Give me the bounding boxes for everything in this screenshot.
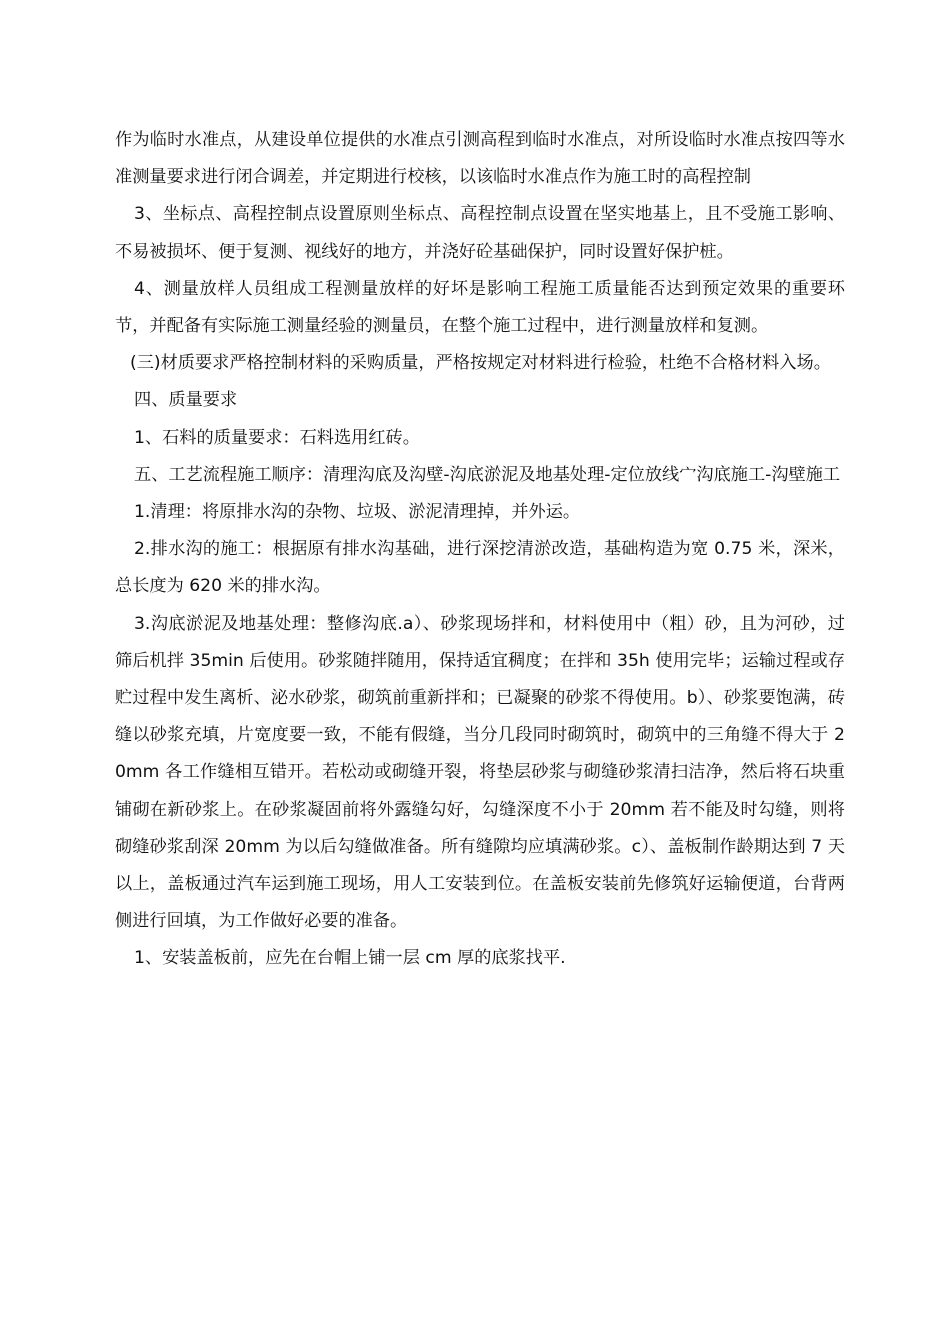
paragraph-survey-staff: 4、测量放样人员组成工程测量放样的好坏是影响工程施工质量能否达到预定效果的重要环节，并配备有实际施工测量经验的测量员，在整个施工过程中，进行测量放样和复测。 xyxy=(115,278,845,337)
paragraph-stone-quality: 1、石料的质量要求：石料选用红砖。 xyxy=(134,427,420,448)
paragraph-process-sequence: 五、工艺流程施工顺序：清理沟底及沟壁-沟底淤泥及地基处理-定位放线宀沟底施工-沟壁施工 xyxy=(134,464,841,485)
heading-quality-requirements: 四、质量要求 xyxy=(134,390,238,411)
paragraph-control-point-principle: 3、坐标点、高程控制点设置原则坐标点、高程控制点设置在坚实地基上，且不受施工影响、不易被损坏、便于复测、视线好的地方，并浇好砼基础保护，同时设置好保护桩。 xyxy=(115,204,845,262)
paragraph-cleanup: 1.清理：将原排水沟的杂物、垃圾、淤泥清理掉，并外运。 xyxy=(134,502,581,523)
paragraph-material-requirements: (三)材质要求严格控制材料的采购质量，严格按规定对材料进行检验，杜绝不合格材料入场。 xyxy=(130,353,831,374)
paragraph-drain-construction: 2.排水沟的施工：根据原有排水沟基础，进行深挖清淤改造，基础构造为宽 0.75 米，深米，总长度为 620 米的排水沟。 xyxy=(115,539,845,597)
paragraph-temporary-benchmark: 作为临时水准点，从建设单位提供的水准点引测高程到临时水准点，对所设临时水准点按四等水准测量要求进行闭合调差，并定期进行校核，以该临时水准点作为施工时的高程控制 xyxy=(115,130,845,188)
paragraph-foundation-treatment: 3.沟底淤泥及地基处理：整修沟底.a）、砂浆现场拌和，材料使用中（粗）砂，且为河砂，过筛后机拌 35min 后使用。砂浆随拌随用，保持适宜稠度；在拌和 35h 使用完毕；运输过程或存贮过程中发生离析、泌水砂浆，砌筑前重新拌和；已凝聚的砂浆不得使用。b）、砂浆要饱满，砖缝以砂浆充填，片宽度要一致，不能有假缝，当分几段同时砌筑时，砌筑中的三角缝不得大于 20mm 各工作缝相互错开。若松动或砌缝开裂，将垫层砂浆与砌缝砂浆清扫洁净，然后将石块重铺砌在新砂浆上。在砂浆凝固前将外露缝勾好，勾缝深度不小于 20mm 若不能及时勾缝，则将砌缝砂浆刮深 20mm 为以后勾缝做准备。所有缝隙均应填满砂浆。c）、盖板制作龄期达到 7 天以上，盖板通过汽车运到施工现场，用人工安装到位。在盖板安装前先修筑好运输便道，台背两侧进行回填，为工作做好必要的准备。 xyxy=(115,613,845,932)
document-body xyxy=(115,122,845,978)
paragraph-cover-plate-install: 1、安装盖板前，应先在台帽上铺一层 cm 厚的底浆找平. xyxy=(134,948,566,969)
